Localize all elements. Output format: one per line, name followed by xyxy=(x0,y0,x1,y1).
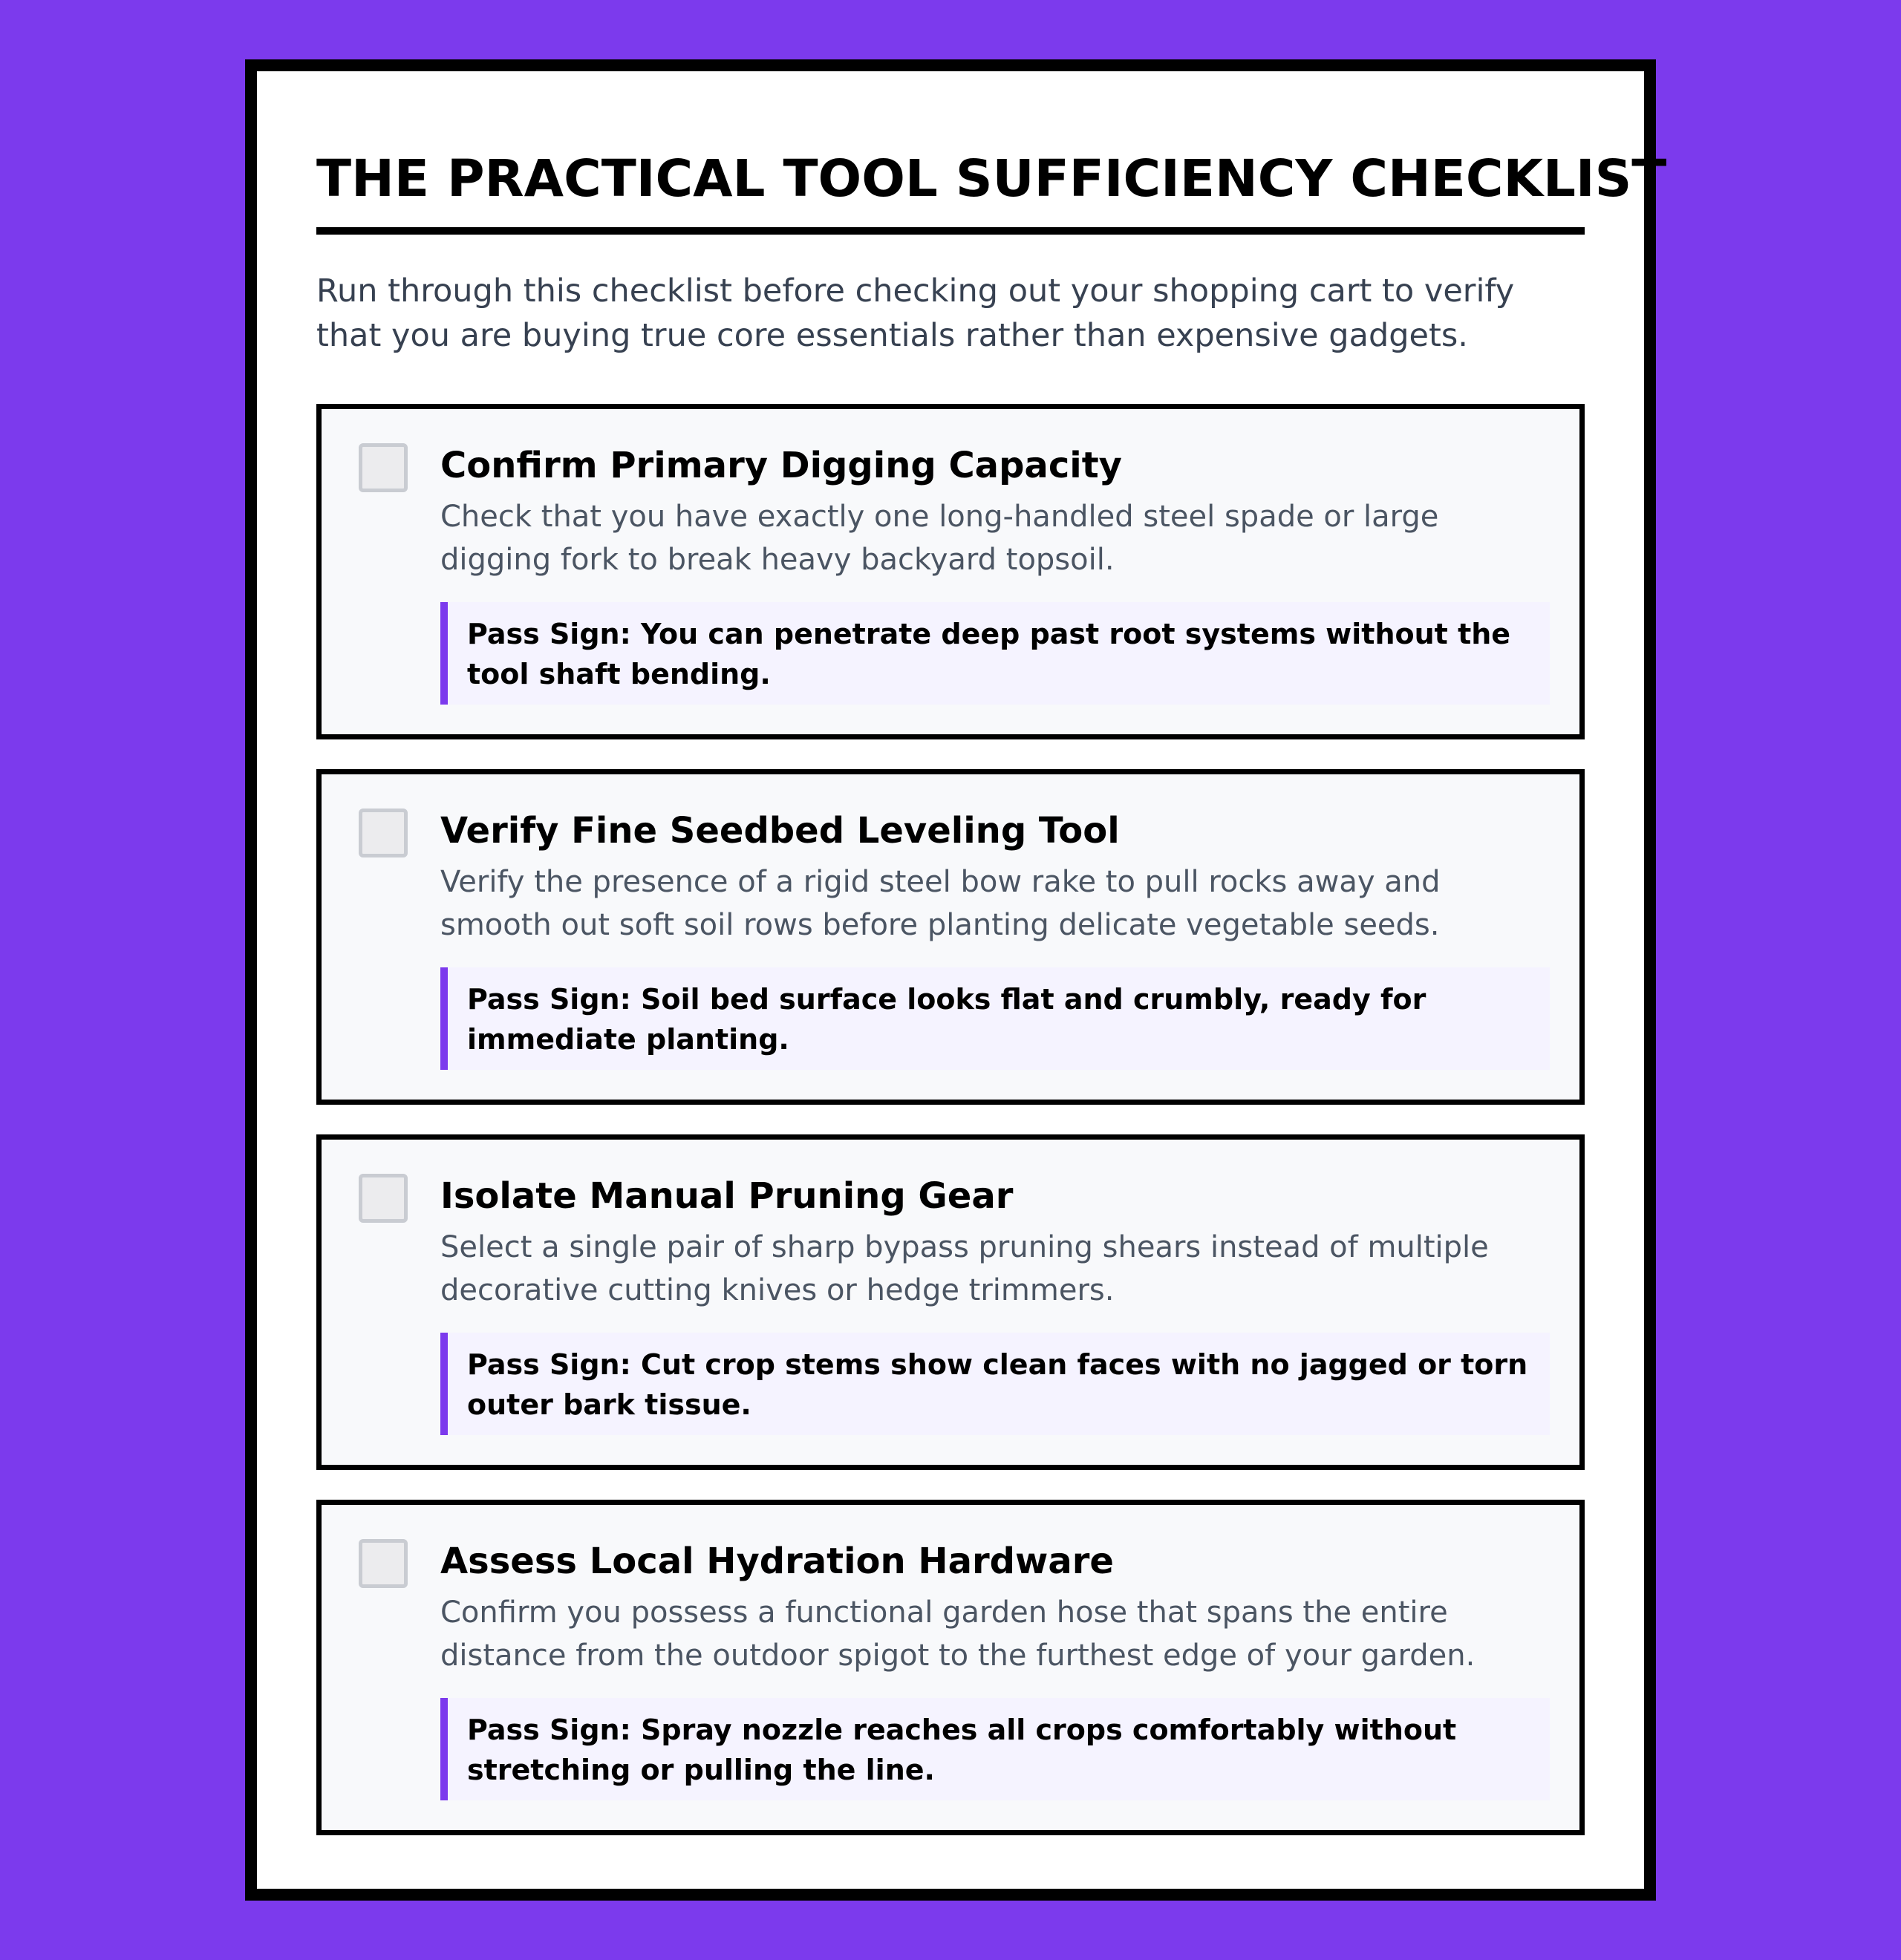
checkbox[interactable] xyxy=(359,1539,408,1588)
item-description: Select a single pair of sharp bypass pruning shears instead of multiple decorative cutting knives or hedge trimmers. xyxy=(440,1230,1489,1307)
page-title: THE PRACTICAL TOOL SUFFICIENCY CHECKLIST xyxy=(316,149,1667,209)
item-description: Verify the presence of a rigid steel bow rake to pull rocks away and smooth out soft soil rows before planting delicate vegetable seeds. xyxy=(440,865,1441,942)
checklist-item xyxy=(316,1500,1585,1835)
item-title: Assess Local Hydration Hardware xyxy=(440,1541,1114,1582)
checklist-card xyxy=(245,59,1667,1901)
intro-text: Run through this checklist before checking out your shopping cart to verify that you are buying true core essentials rather than expensive gadgets. xyxy=(316,272,1515,354)
item-title: Isolate Manual Pruning Gear xyxy=(440,1175,1014,1217)
checklist-item xyxy=(316,1134,1585,1470)
item-title: Verify Fine Seedbed Leveling Tool xyxy=(440,810,1120,852)
item-description: Check that you have exactly one long-handled steel spade or large digging fork to break heavy backyard topsoil. xyxy=(440,500,1439,577)
pass-sign: Pass Sign: You can penetrate deep past root systems without the tool shaft bending. xyxy=(440,602,1550,705)
pass-sign: Pass Sign: Soil bed surface looks flat and crumbly, ready for immediate planting. xyxy=(440,967,1550,1070)
pass-sign: Pass Sign: Spray nozzle reaches all crops comfortably without stretching or pulling the line. xyxy=(440,1698,1550,1800)
checklist-item xyxy=(316,769,1585,1105)
checkbox[interactable] xyxy=(359,1174,408,1223)
item-description: Confirm you possess a functional garden hose that spans the entire distance from the outdoor spigot to the furthest edge of your garden. xyxy=(440,1595,1476,1673)
pass-sign: Pass Sign: Cut crop stems show clean faces with no jagged or torn outer bark tissue. xyxy=(440,1333,1550,1435)
checklist-items xyxy=(316,404,1585,1835)
checklist-item xyxy=(316,404,1585,739)
item-title: Confirm Primary Digging Capacity xyxy=(440,445,1122,486)
checkbox[interactable] xyxy=(359,443,408,492)
checkbox[interactable] xyxy=(359,808,408,858)
title-divider xyxy=(316,227,1585,235)
